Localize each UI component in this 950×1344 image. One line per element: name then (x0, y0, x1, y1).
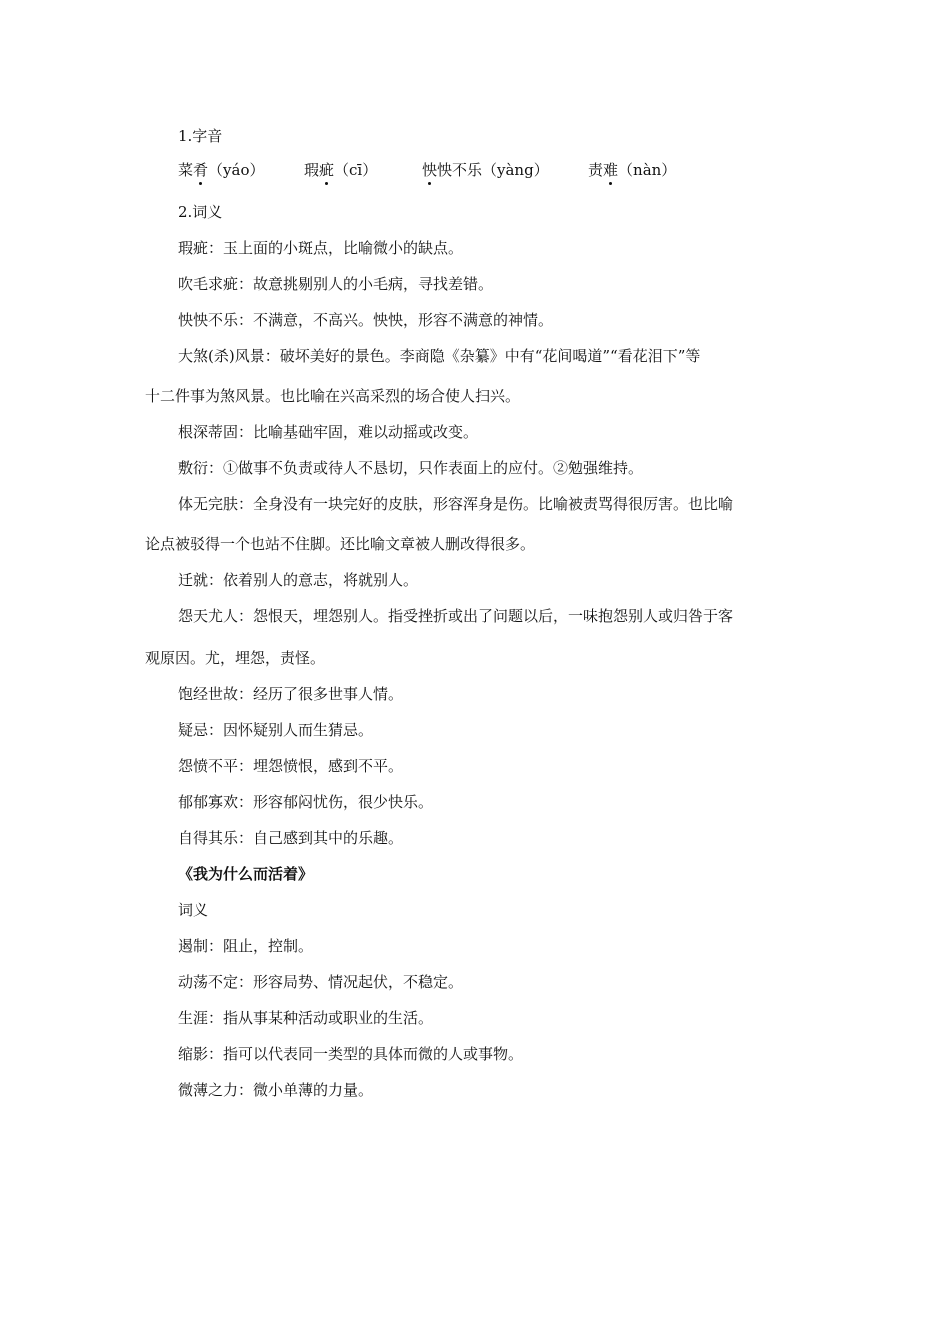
definition-line: 动荡不定：形容局势、情况起伏，不稳定。 (178, 973, 464, 991)
definition-continuation: 观原因。尤，埋怨，责怪。 (145, 649, 326, 667)
section2-heading: 2.词义 (178, 203, 223, 221)
dotted-char: 肴 (193, 161, 209, 179)
definition-line: 根深蒂固：比喻基础牢固，难以动摇或改变。 (178, 423, 479, 441)
definition-continuation: 十二件事为煞风景。也比喻在兴高采烈的场合使人扫兴。 (145, 387, 521, 405)
definition-line: 饱经世故：经历了很多世事人情。 (178, 685, 404, 703)
definition-line: 疑忌：因怀疑别人而生猜忌。 (178, 721, 374, 739)
dotted-char: 怏 (422, 161, 438, 179)
pronunciation-item: 责难（nàn） (588, 161, 677, 179)
definition-line: 敷衍：①做事不负责或待人不恳切，只作表面上的应付。②勉强维持。 (178, 459, 644, 477)
definition-line: 怨天尤人：怨恨天，埋怨别人。指受挫折或出了问题以后，一味抱怨别人或归咎于客 (178, 607, 734, 625)
pronunciation-item: 怏怏不乐（yàng） (422, 161, 549, 179)
definition-line: 吹毛求疵：故意挑剔别人的小毛病，寻找差错。 (178, 275, 494, 293)
definition-line: 体无完肤：全身没有一块完好的皮肤，形容浑身是伤。比喻被责骂得很厉害。也比喻 (178, 495, 734, 513)
dotted-char: 难 (603, 161, 619, 179)
definition-line: 遏制：阻止，控制。 (178, 937, 314, 955)
definition-line: 迁就：依着别人的意志，将就别人。 (178, 571, 419, 589)
definition-line: 自得其乐：自己感到其中的乐趣。 (178, 829, 404, 847)
section3-title: 《我为什么而活着》 (178, 865, 314, 883)
definition-line: 大煞(杀)风景：破坏美好的景色。李商隐《杂纂》中有“花间喝道”“看花泪下”等 (178, 347, 701, 365)
definition-line: 怏怏不乐：不满意，不高兴。怏怏，形容不满意的神情。 (178, 311, 554, 329)
definition-line: 缩影：指可以代表同一类型的具体而微的人或事物。 (178, 1045, 524, 1063)
dotted-char: 疵 (319, 161, 335, 179)
definition-line: 瑕疵：玉上面的小斑点，比喻微小的缺点。 (178, 239, 464, 257)
section3-heading: 词义 (178, 901, 209, 919)
definition-line: 怨愤不平：埋怨愤恨，感到不平。 (178, 757, 404, 775)
definition-line: 郁郁寡欢：形容郁闷忧伤，很少快乐。 (178, 793, 434, 811)
definition-line: 生涯：指从事某种活动或职业的生活。 (178, 1009, 434, 1027)
pronunciation-item: 菜肴（yáo） (178, 161, 265, 179)
pronunciation-item: 瑕疵（cī） (304, 161, 378, 179)
definition-continuation: 论点被驳得一个也站不住脚。还比喻文章被人删改得很多。 (145, 535, 536, 553)
definition-line: 微薄之力：微小单薄的力量。 (178, 1081, 374, 1099)
section1-heading: 1.字音 (178, 127, 223, 145)
